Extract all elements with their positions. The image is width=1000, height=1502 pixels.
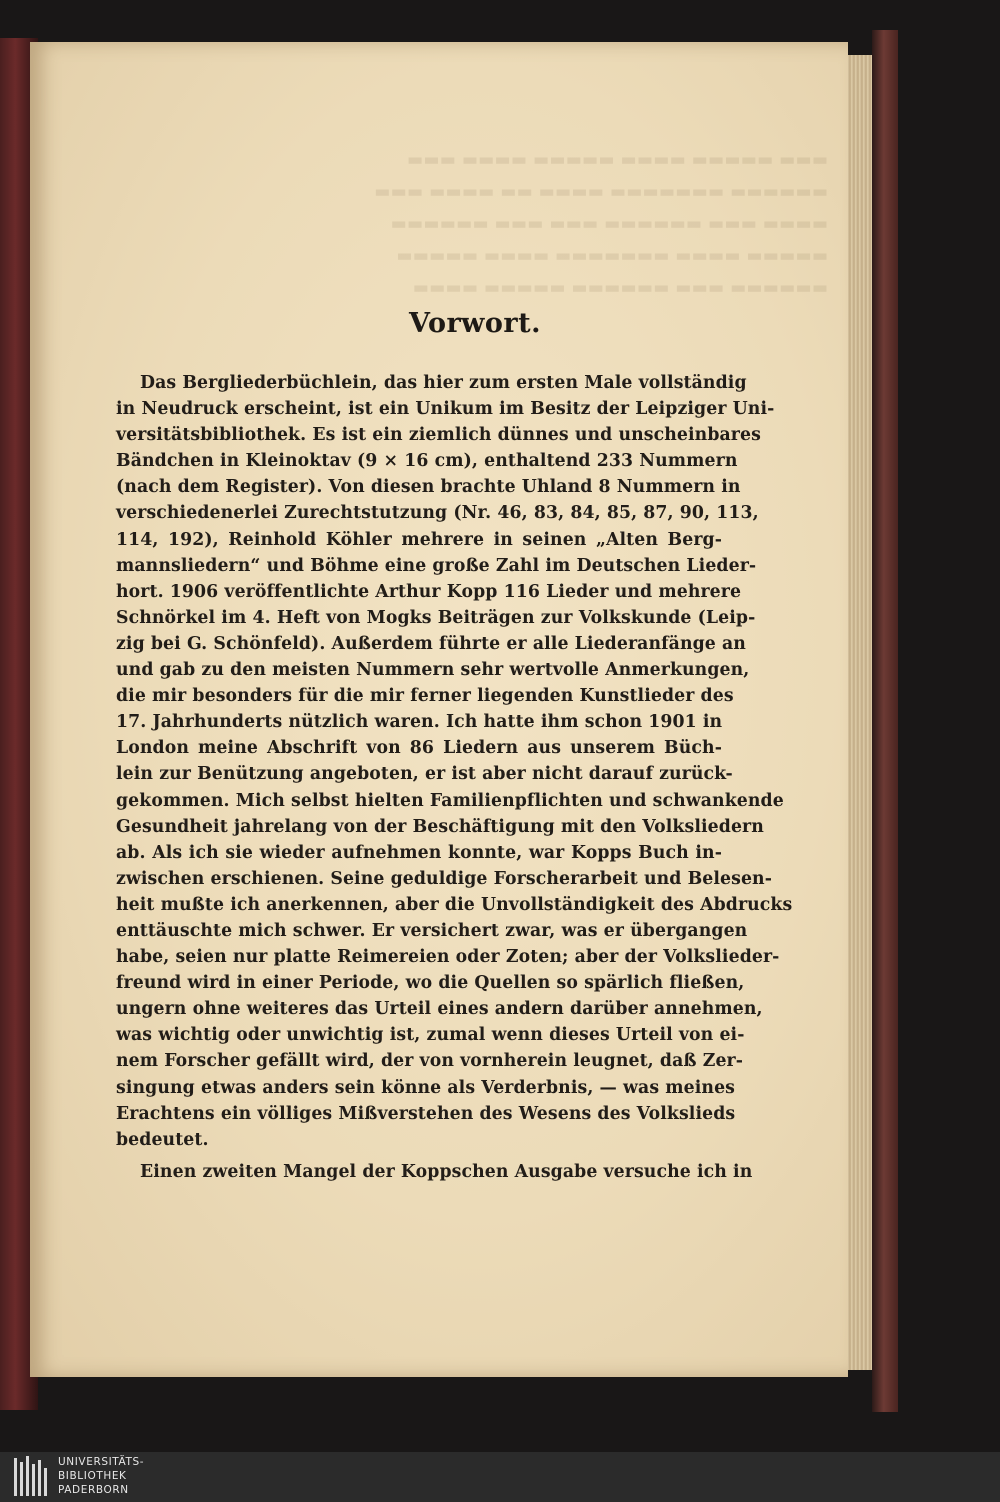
text-line: Das Bergliederbüchlein, das hier zum ersten Male vollständig	[140, 373, 747, 393]
text-line: (nach dem Register). Von diesen brachte Uhland 8 Nummern in	[116, 477, 741, 498]
text-line: gekommen. Mich selbst hielten Familienpflichten und schwankende	[116, 790, 784, 811]
text-line: lein zur Benützung angeboten, er ist aber nicht darauf zurück-	[116, 764, 733, 785]
text-line: Schnörkel im 4. Heft von Mogks Beiträgen zur Volkskunde (Leip-	[116, 607, 756, 628]
text-line: ungern ohne weiteres das Urteil eines andern darüber annehmen,	[116, 999, 763, 1020]
text-line: ab. Als ich sie wieder aufnehmen konnte, war Kopps Buch in-	[116, 842, 722, 863]
book-page	[30, 42, 848, 1377]
text-line: habe, seien nur platte Reimereien oder Zoten; aber der Volkslieder-	[116, 947, 780, 968]
footer-bar	[0, 1452, 1000, 1502]
brand-line: BIBLIOTHEK	[58, 1470, 127, 1482]
text-line: Erachtens ein völliges Mißverstehen des Wesens des Volkslieds	[116, 1103, 736, 1124]
text-line: versitätsbibliothek. Es ist ein ziemlich dünnes und unscheinbares	[116, 425, 761, 446]
text-line: verschiedenerlei Zurechtstutzung (Nr. 46, 83, 84, 85, 87, 90, 113,	[116, 503, 759, 524]
text-line: zig bei G. Schönfeld). Außerdem führte er alle Liederanfänge an	[116, 633, 746, 654]
text-line: die mir besonders für die mir ferner liegenden Kunstlieder des	[116, 686, 734, 707]
paragraph	[116, 370, 793, 1153]
text-line: Bändchen in Kleinoktav (9 × 16 cm), enthaltend 233 Nummern	[116, 451, 738, 472]
body-text	[116, 370, 793, 1185]
page-title: Vorwort.	[408, 308, 542, 339]
text-line: singung etwas anders sein könne als Verderbnis, — was meines	[116, 1077, 736, 1098]
text-line: freund wird in einer Periode, wo die Quellen so spärlich fließen,	[116, 973, 745, 994]
text-line: und gab zu den meisten Nummern sehr wertvolle Anmerkungen,	[116, 660, 750, 681]
brand-line: UNIVERSITÄTS-	[58, 1456, 145, 1468]
library-brand	[58, 1455, 144, 1497]
show-through-text: ▬▬▬▬▬▬ ▬▬▬▬▬▬▬ ▬▬▬▬ ▬▬ ▬▬▬▬ ▬▬▬	[374, 182, 828, 202]
library-logo-icon	[10, 1454, 50, 1500]
text-line: heit mußte ich anerkennen, aber die Unvollständigkeit des Abdrucks	[116, 894, 793, 915]
text-line: zwischen erschienen. Seine geduldige Forscherarbeit und Belesen-	[116, 868, 772, 889]
brand-line: PADERBORN	[58, 1484, 129, 1496]
book-cover-right	[872, 30, 898, 1412]
paragraph	[116, 1159, 753, 1185]
text-line: bedeutet.	[116, 1129, 209, 1150]
text-line: enttäuschte mich schwer. Er versichert zwar, was er übergangen	[116, 920, 748, 941]
text-line: 114, 192), Reinhold Köhler mehrere in seinen „Alten Berg-	[116, 529, 722, 550]
text-line: Einen zweiten Mangel der Koppschen Ausgabe versuche ich in	[140, 1161, 753, 1182]
text-line: London meine Abschrift von 86 Liedern aus unserem Büch-	[116, 738, 722, 759]
text-line: in Neudruck erscheint, ist ein Unikum im Besitz der Leipziger Uni-	[116, 399, 775, 420]
text-line: nem Forscher gefällt wird, der von vornherein leugnet, daß Zer-	[116, 1051, 744, 1072]
text-line: Gesundheit jahrelang von der Beschäftigung mit den Volksliedern	[116, 816, 764, 837]
show-through-text: ▬▬▬▬ ▬▬▬ ▬▬▬▬▬▬ ▬▬▬ ▬▬▬ ▬▬▬▬▬▬	[390, 214, 828, 234]
show-through-text: ▬▬▬ ▬▬▬▬▬ ▬▬▬▬ ▬▬▬▬▬ ▬▬▬▬ ▬▬▬	[406, 150, 828, 170]
text-line: was wichtig oder unwichtig ist, zumal wenn dieses Urteil von ei-	[116, 1025, 745, 1046]
text-line: hort. 1906 veröffentlichte Arthur Kopp 116 Lieder und mehrere	[116, 581, 742, 602]
text-line: 17. Jahrhunderts nützlich waren. Ich hatte ihm schon 1901 in	[116, 712, 723, 733]
show-through-text: ▬▬▬▬▬▬ ▬▬▬ ▬▬▬▬▬▬ ▬▬▬▬▬ ▬▬▬▬	[412, 278, 828, 298]
show-through-text: ▬▬▬▬▬ ▬▬▬▬ ▬▬▬▬▬▬▬ ▬▬▬▬ ▬▬▬▬▬	[396, 246, 828, 266]
text-line: mannsliedern“ und Böhme eine große Zahl im Deutschen Lieder-	[116, 555, 757, 576]
